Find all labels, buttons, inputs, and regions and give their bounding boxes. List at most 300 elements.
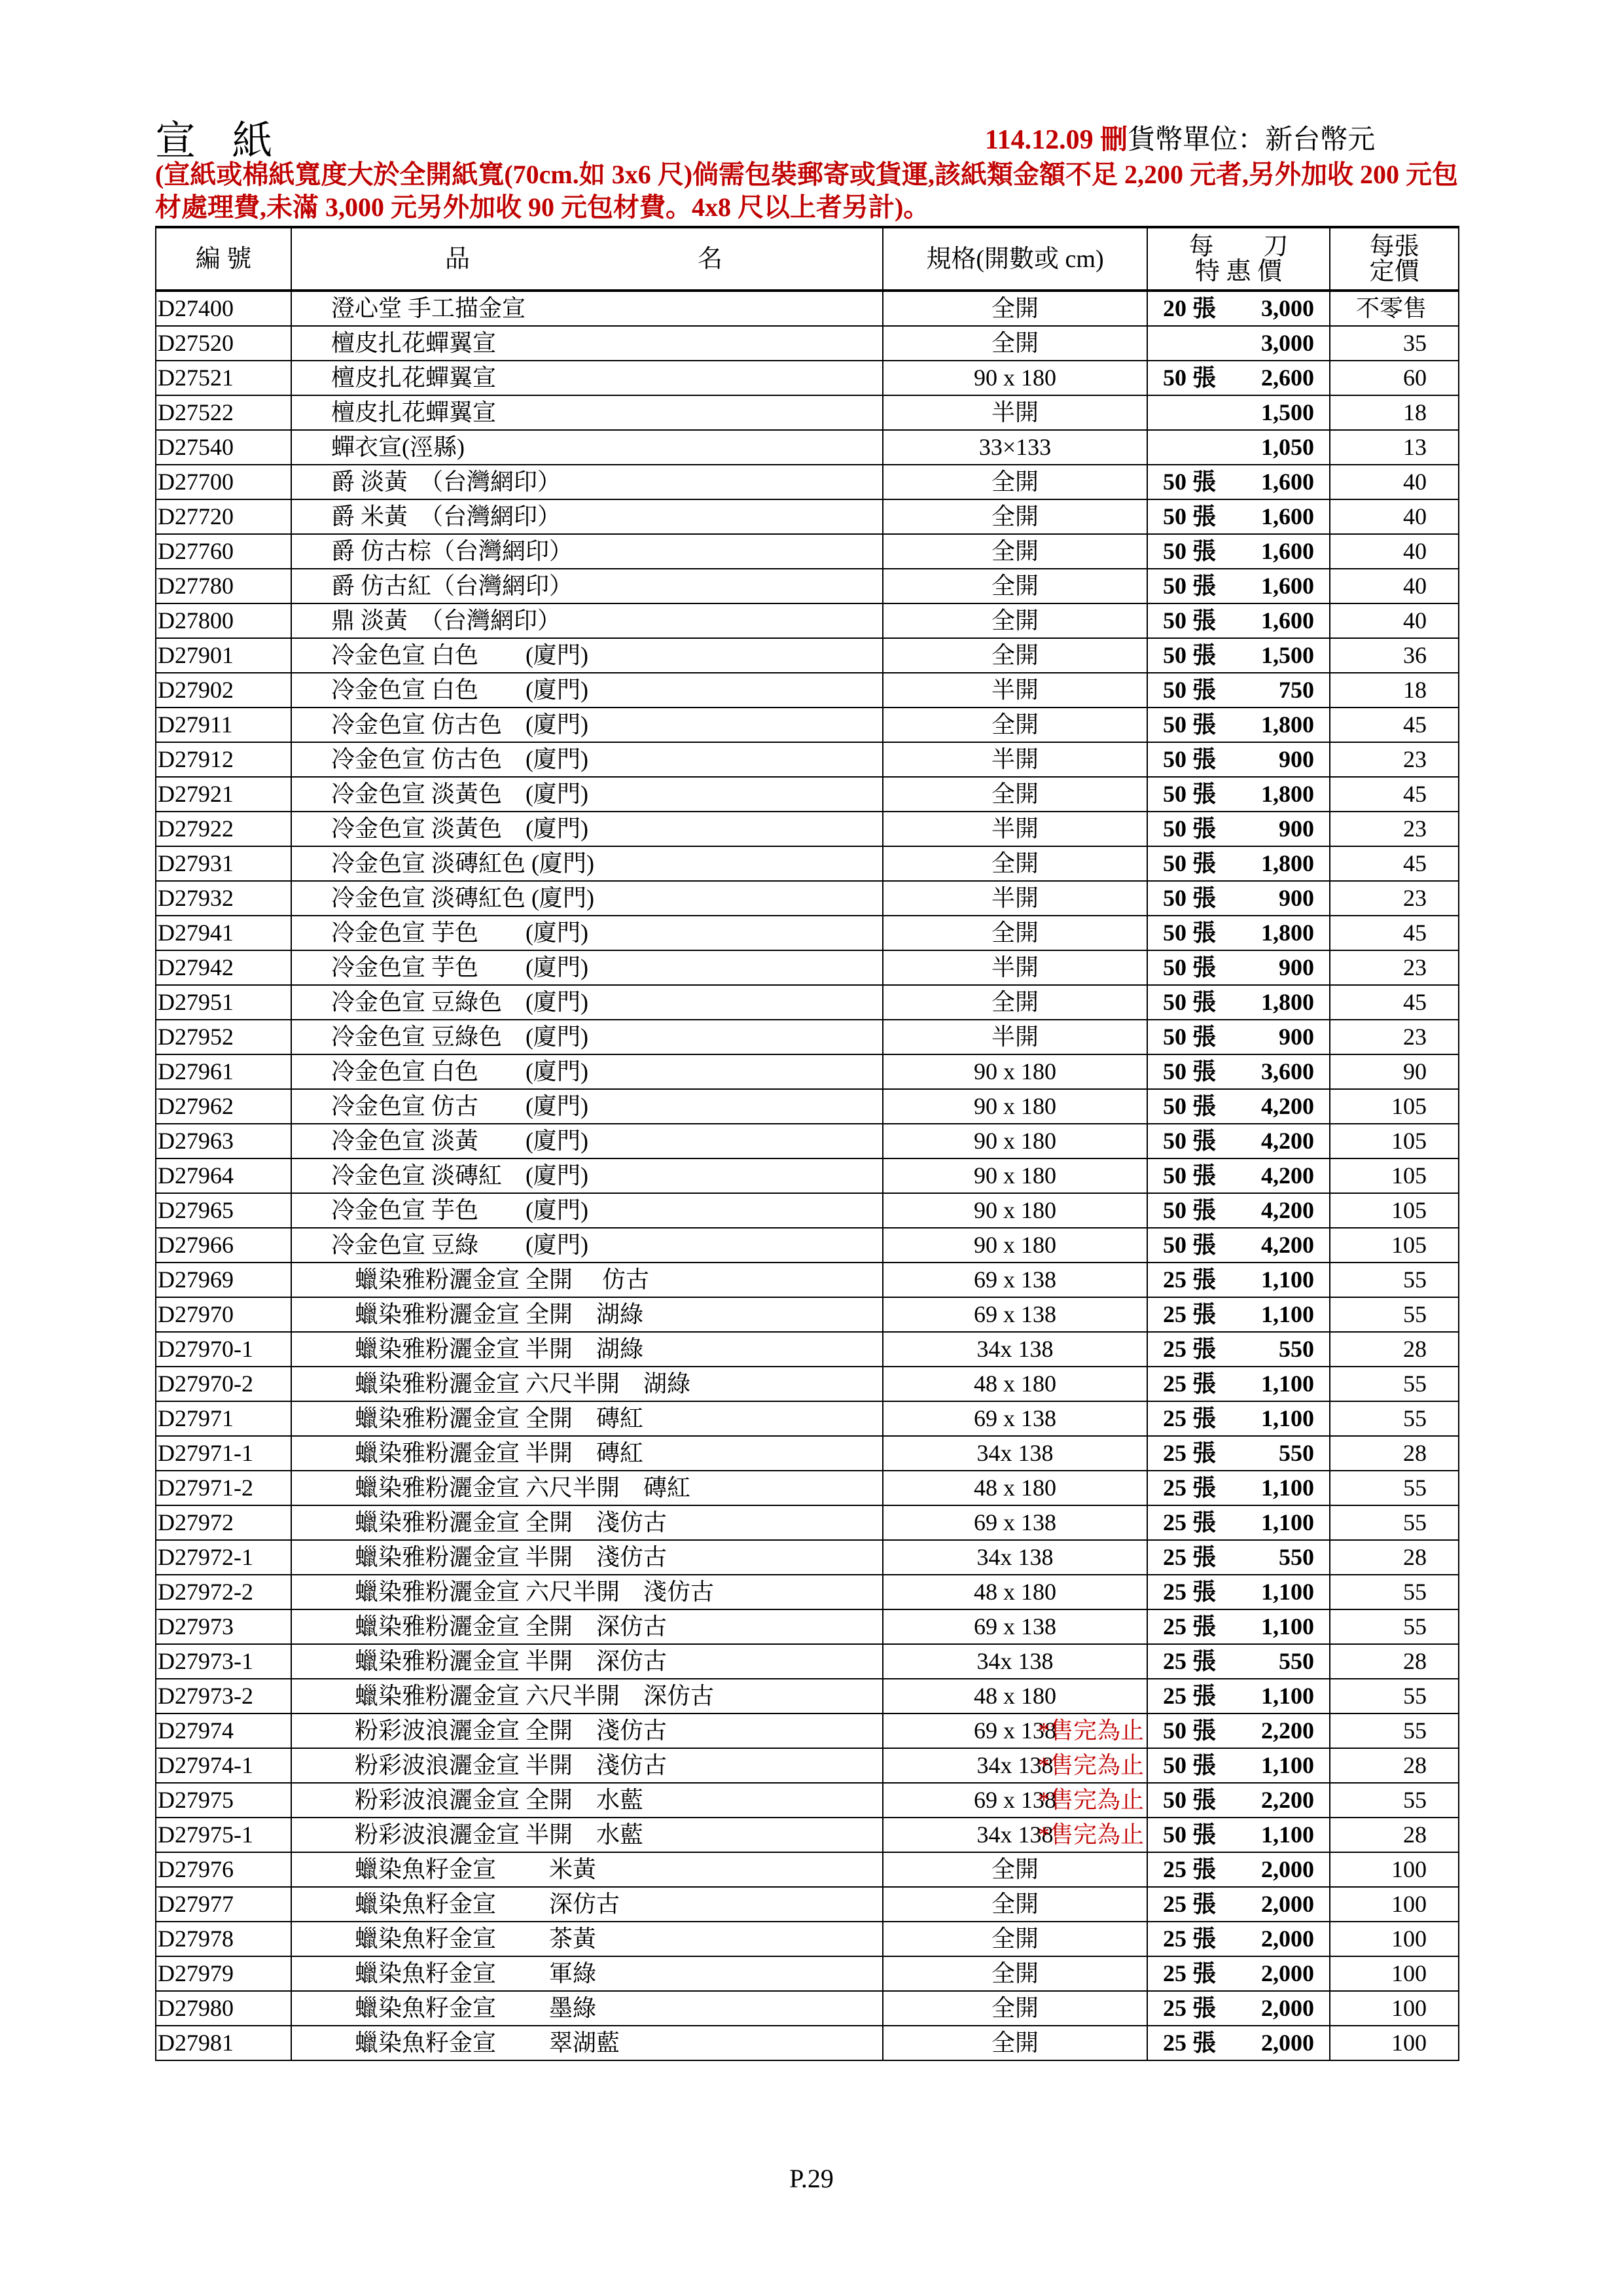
item-spec: 69 x 138	[883, 1713, 1147, 1748]
table-row	[156, 2026, 1459, 2060]
table-row	[156, 1713, 1459, 1748]
item-name-text: 冷金色宣 仿古色 (廈門)	[331, 746, 588, 772]
item-bundle-price	[1147, 777, 1330, 812]
item-name-text: 冷金色宣 豆綠色 (廈門)	[331, 1024, 588, 1050]
item-bundle-price	[1147, 1263, 1330, 1297]
table-row	[156, 1436, 1459, 1471]
item-name	[291, 361, 883, 395]
item-spec: 90 x 180	[883, 1124, 1147, 1158]
bundle-price: 1,100	[1261, 1475, 1314, 1501]
sold-out-note: *售完為止	[1038, 1752, 1145, 1778]
item-spec: 全開	[883, 499, 1147, 534]
item-unit-price: 23	[1330, 950, 1459, 985]
item-unit-price: 45	[1330, 777, 1459, 812]
item-bundle-price	[1147, 1748, 1330, 1783]
item-name-text: 冷金色宣 淡黃色 (廈門)	[331, 781, 588, 807]
table-row	[156, 1401, 1459, 1436]
item-name-text: 蠟染雅粉灑金宣 半開 湖綠	[331, 1336, 644, 1362]
item-code: D27980	[156, 1991, 291, 2026]
bundle-quantity: 50 張	[1162, 885, 1216, 911]
table-row	[156, 1887, 1459, 1922]
item-code: D27975-1	[156, 1818, 291, 1852]
item-name	[291, 950, 883, 985]
bundle-quantity: 50 張	[1162, 1197, 1216, 1223]
bundle-quantity: 20 張	[1162, 295, 1216, 321]
item-name	[291, 916, 883, 950]
header-code: 編 號	[156, 227, 291, 291]
bundle-quantity: 25 張	[1162, 1960, 1216, 1986]
item-name-text: 蠟染雅粉灑金宣 全開 磚紅	[331, 1405, 644, 1431]
table-header-row	[156, 227, 1459, 291]
page-title: 宣 紙	[155, 119, 286, 164]
item-code: D27522	[156, 395, 291, 430]
bundle-price: 1,800	[1261, 781, 1314, 807]
item-unit-price: 28	[1330, 1748, 1459, 1783]
item-name-text: 粉彩波浪灑金宣 全開 水藍	[331, 1787, 644, 1813]
item-code: D27720	[156, 499, 291, 534]
bundle-quantity: 25 張	[1162, 1371, 1216, 1397]
sold-out-note: *售完為止	[1038, 1717, 1145, 1744]
item-name	[291, 1054, 883, 1089]
bundle-price: 4,200	[1261, 1232, 1314, 1258]
item-name-text: 蠟染雅粉灑金宣 六尺半開 淺仿古	[331, 1579, 715, 1605]
bundle-price: 2,600	[1261, 365, 1314, 391]
item-name	[291, 1367, 883, 1401]
item-unit-price: 60	[1330, 361, 1459, 395]
header-price-1: 每 刀	[1188, 232, 1289, 260]
item-code: D27972-2	[156, 1575, 291, 1609]
item-name-text: 蠟染雅粉灑金宣 全開 淺仿古	[331, 1509, 668, 1535]
item-name-text: 檀皮扎花蟬翼宣	[331, 399, 497, 425]
header-unit-price	[1330, 227, 1459, 291]
item-unit-price: 55	[1330, 1367, 1459, 1401]
item-spec: 全開	[883, 1956, 1147, 1991]
item-name	[291, 2026, 883, 2060]
table-row	[156, 1679, 1459, 1713]
item-name-text: 冷金色宣 淡黃色 (廈門)	[331, 816, 588, 842]
item-code: D27520	[156, 326, 291, 361]
item-unit-price: 45	[1330, 916, 1459, 950]
header-spec: 規格(開數或 cm)	[883, 227, 1147, 291]
item-unit-price: 55	[1330, 1401, 1459, 1436]
item-name-text: 蠟染魚籽金宣 軍綠	[331, 1960, 597, 1986]
bundle-quantity: 25 張	[1162, 1301, 1216, 1327]
item-name	[291, 1089, 883, 1124]
item-unit-price: 55	[1330, 1471, 1459, 1505]
price-table	[155, 226, 1459, 2061]
bundle-quantity: 50 張	[1162, 746, 1216, 772]
table-row	[156, 985, 1459, 1020]
item-spec: 全開	[883, 916, 1147, 950]
table-row	[156, 1158, 1459, 1193]
item-name-text: 蠟染魚籽金宣 米黃	[331, 1856, 597, 1882]
bundle-quantity: 25 張	[1162, 1266, 1216, 1293]
item-spec: 34x 138	[883, 1748, 1147, 1783]
item-code: D27963	[156, 1124, 291, 1158]
bundle-quantity: 50 張	[1162, 954, 1216, 980]
bundle-quantity: 50 張	[1162, 503, 1216, 529]
item-spec: 全開	[883, 465, 1147, 499]
item-spec: 全開	[883, 1852, 1147, 1887]
item-spec: 半開	[883, 881, 1147, 916]
item-spec: 半開	[883, 742, 1147, 777]
item-spec: 半開	[883, 673, 1147, 708]
bundle-quantity: 50 張	[1162, 642, 1216, 668]
item-unit-price: 28	[1330, 1540, 1459, 1575]
item-name	[291, 465, 883, 499]
bundle-quantity: 50 張	[1162, 816, 1216, 842]
item-bundle-price	[1147, 465, 1330, 499]
item-name-text: 冷金色宣 芋色 (廈門)	[331, 1197, 588, 1223]
item-name	[291, 1575, 883, 1609]
item-unit-price: 55	[1330, 1609, 1459, 1644]
bundle-price: 1,100	[1261, 1821, 1314, 1848]
item-name-text: 粉彩波浪灑金宣 全開 淺仿古	[331, 1717, 668, 1744]
item-code: D27400	[156, 291, 291, 326]
item-name	[291, 1158, 883, 1193]
item-code: D27952	[156, 1020, 291, 1054]
bundle-price: 900	[1279, 954, 1314, 980]
item-bundle-price	[1147, 916, 1330, 950]
item-unit-price: 45	[1330, 708, 1459, 742]
table-row	[156, 395, 1459, 430]
bundle-price: 900	[1279, 816, 1314, 842]
bundle-quantity: 50 張	[1162, 1752, 1216, 1778]
item-bundle-price	[1147, 569, 1330, 603]
item-name-text: 冷金色宣 仿古 (廈門)	[331, 1093, 588, 1119]
item-name-text: 冷金色宣 白色 (廈門)	[331, 642, 588, 668]
header-unit-1: 每張	[1369, 232, 1419, 260]
item-name-text: 爵 米黃 （台灣網印）	[331, 503, 562, 529]
item-unit-price: 不零售	[1330, 291, 1459, 326]
item-bundle-price	[1147, 1436, 1330, 1471]
item-name-text: 蠟染魚籽金宣 墨綠	[331, 1995, 597, 2021]
item-name	[291, 603, 883, 638]
item-unit-price: 105	[1330, 1158, 1459, 1193]
item-unit-price: 40	[1330, 569, 1459, 603]
table-row	[156, 1922, 1459, 1956]
item-spec: 34x 138	[883, 1540, 1147, 1575]
table-row	[156, 1991, 1459, 2026]
item-name-text: 冷金色宣 淡磚紅 (廈門)	[331, 1162, 588, 1189]
item-spec: 全開	[883, 326, 1147, 361]
table-row	[156, 1471, 1459, 1505]
item-name	[291, 1991, 883, 2026]
item-spec: 48 x 180	[883, 1471, 1147, 1505]
table-row	[156, 1505, 1459, 1540]
item-name	[291, 1020, 883, 1054]
item-code: D27902	[156, 673, 291, 708]
page-number: P.29	[789, 2164, 834, 2193]
item-bundle-price	[1147, 430, 1330, 465]
item-spec: 48 x 180	[883, 1575, 1147, 1609]
item-bundle-price	[1147, 638, 1330, 673]
item-name-text: 冷金色宣 仿古色 (廈門)	[331, 711, 588, 738]
bundle-price: 1,100	[1261, 1266, 1314, 1293]
bundle-quantity: 50 張	[1162, 1162, 1216, 1189]
bundle-price: 3,000	[1261, 295, 1314, 321]
bundle-price: 1,100	[1261, 1509, 1314, 1535]
item-name	[291, 1436, 883, 1471]
item-unit-price: 100	[1330, 1852, 1459, 1887]
item-spec: 全開	[883, 638, 1147, 673]
item-bundle-price	[1147, 1193, 1330, 1228]
item-name	[291, 1193, 883, 1228]
bundle-quantity: 50 張	[1162, 781, 1216, 807]
bundle-quantity: 50 張	[1162, 850, 1216, 876]
item-spec: 33×133	[883, 430, 1147, 465]
item-code: D27942	[156, 950, 291, 985]
item-spec: 69 x 138	[883, 1505, 1147, 1540]
item-code: D27973	[156, 1609, 291, 1644]
bundle-quantity: 50 張	[1162, 989, 1216, 1015]
bundle-quantity: 50 張	[1162, 920, 1216, 946]
item-code: D27540	[156, 430, 291, 465]
bundle-quantity: 50 張	[1162, 1058, 1216, 1085]
item-bundle-price	[1147, 1505, 1330, 1540]
bundle-quantity: 25 張	[1162, 1579, 1216, 1605]
bundle-price: 1,600	[1261, 607, 1314, 634]
table-row	[156, 1297, 1459, 1332]
table-row	[156, 1020, 1459, 1054]
table-row	[156, 673, 1459, 708]
table-row	[156, 777, 1459, 812]
item-name	[291, 1228, 883, 1263]
bundle-price: 1,600	[1261, 538, 1314, 564]
item-name	[291, 812, 883, 846]
item-name	[291, 1922, 883, 1956]
item-bundle-price	[1147, 1991, 1330, 2026]
item-spec: 48 x 180	[883, 1367, 1147, 1401]
item-name	[291, 881, 883, 916]
item-spec: 半開	[883, 1020, 1147, 1054]
bundle-quantity: 25 張	[1162, 1405, 1216, 1431]
item-code: D27977	[156, 1887, 291, 1922]
item-bundle-price	[1147, 2026, 1330, 2060]
bundle-price: 3,600	[1261, 1058, 1314, 1085]
header-name-2: 名	[697, 245, 722, 273]
bundle-price: 1,100	[1261, 1301, 1314, 1327]
item-unit-price: 23	[1330, 1020, 1459, 1054]
bundle-price: 4,200	[1261, 1128, 1314, 1154]
table-row	[156, 1054, 1459, 1089]
table-row	[156, 846, 1459, 881]
item-name	[291, 1401, 883, 1436]
item-bundle-price	[1147, 1089, 1330, 1124]
item-spec: 34x 138	[883, 1644, 1147, 1679]
item-name	[291, 534, 883, 569]
bundle-price: 750	[1279, 677, 1314, 703]
item-bundle-price	[1147, 1922, 1330, 1956]
item-name	[291, 742, 883, 777]
table-row	[156, 534, 1459, 569]
bundle-price: 2,000	[1261, 1926, 1314, 1952]
bundle-price: 2,200	[1261, 1717, 1314, 1744]
item-unit-price: 55	[1330, 1679, 1459, 1713]
item-name-text: 粉彩波浪灑金宣 半開 淺仿古	[331, 1752, 668, 1778]
bundle-price: 2,000	[1261, 1960, 1314, 1986]
item-unit-price: 55	[1330, 1505, 1459, 1540]
item-unit-price: 28	[1330, 1436, 1459, 1471]
item-code: D27971-1	[156, 1436, 291, 1471]
table-row	[156, 1644, 1459, 1679]
table-row	[156, 1783, 1459, 1818]
item-name-text: 冷金色宣 芋色 (廈門)	[331, 920, 588, 946]
table-row	[156, 430, 1459, 465]
item-bundle-price	[1147, 708, 1330, 742]
item-code: D27970-2	[156, 1367, 291, 1401]
item-code: D27921	[156, 777, 291, 812]
item-unit-price: 40	[1330, 499, 1459, 534]
item-name	[291, 499, 883, 534]
item-name-text: 冷金色宣 白色 (廈門)	[331, 1058, 588, 1085]
item-name-text: 蠟染魚籽金宣 翠湖藍	[331, 2030, 620, 2056]
item-code: D27962	[156, 1089, 291, 1124]
item-bundle-price	[1147, 1054, 1330, 1089]
bundle-price: 1,800	[1261, 989, 1314, 1015]
item-name	[291, 1852, 883, 1887]
item-name	[291, 1540, 883, 1575]
item-bundle-price	[1147, 812, 1330, 846]
table-row	[156, 361, 1459, 395]
item-unit-price: 45	[1330, 846, 1459, 881]
bundle-price: 1,800	[1261, 920, 1314, 946]
bundle-price: 1,100	[1261, 1579, 1314, 1605]
bundle-price: 1,600	[1261, 469, 1314, 495]
bundle-price: 1,600	[1261, 573, 1314, 599]
bundle-quantity: 25 張	[1162, 1440, 1216, 1466]
item-code: D27971	[156, 1401, 291, 1436]
bundle-quantity: 25 張	[1162, 1648, 1216, 1674]
table-row	[156, 1818, 1459, 1852]
table-row	[156, 1852, 1459, 1887]
item-name	[291, 985, 883, 1020]
item-bundle-price	[1147, 985, 1330, 1020]
table-row	[156, 881, 1459, 916]
bundle-quantity: 50 張	[1162, 573, 1216, 599]
item-spec: 全開	[883, 846, 1147, 881]
item-spec: 全開	[883, 777, 1147, 812]
item-code: D27964	[156, 1158, 291, 1193]
item-unit-price: 55	[1330, 1575, 1459, 1609]
item-bundle-price	[1147, 1887, 1330, 1922]
item-bundle-price	[1147, 534, 1330, 569]
bundle-price: 1,100	[1261, 1752, 1314, 1778]
item-code: D27970-1	[156, 1332, 291, 1367]
item-code: D27931	[156, 846, 291, 881]
item-code: D27979	[156, 1956, 291, 1991]
item-bundle-price	[1147, 395, 1330, 430]
item-name-text: 蠟染雅粉灑金宣 半開 淺仿古	[331, 1544, 668, 1570]
item-name	[291, 569, 883, 603]
bundle-price: 2,000	[1261, 2030, 1314, 2056]
item-name-text: 檀皮扎花蟬翼宣	[331, 330, 497, 356]
item-spec: 34x 138	[883, 1436, 1147, 1471]
bundle-price: 1,100	[1261, 1683, 1314, 1709]
item-spec: 半開	[883, 395, 1147, 430]
bundle-price: 4,200	[1261, 1162, 1314, 1189]
item-spec: 全開	[883, 1922, 1147, 1956]
item-code: D27780	[156, 569, 291, 603]
item-bundle-price	[1147, 1401, 1330, 1436]
item-name	[291, 326, 883, 361]
item-code: D27922	[156, 812, 291, 846]
currency-unit: 貨幣單位：新台幣元	[1128, 125, 1376, 155]
item-name	[291, 638, 883, 673]
item-bundle-price	[1147, 950, 1330, 985]
item-name	[291, 395, 883, 430]
item-spec: 90 x 180	[883, 1158, 1147, 1193]
item-spec: 90 x 180	[883, 361, 1147, 395]
item-code: D27976	[156, 1852, 291, 1887]
bundle-price: 900	[1279, 885, 1314, 911]
table-row	[156, 1193, 1459, 1228]
item-code: D27932	[156, 881, 291, 916]
item-name-text: 蠟染雅粉灑金宣 全開 湖綠	[331, 1301, 644, 1327]
item-bundle-price	[1147, 1367, 1330, 1401]
table-row	[156, 1575, 1459, 1609]
item-bundle-price	[1147, 846, 1330, 881]
bundle-price: 1,500	[1261, 642, 1314, 668]
item-name	[291, 777, 883, 812]
table-row	[156, 1540, 1459, 1575]
item-unit-price: 23	[1330, 881, 1459, 916]
item-unit-price: 23	[1330, 812, 1459, 846]
item-unit-price: 36	[1330, 638, 1459, 673]
bundle-quantity: 25 張	[1162, 1475, 1216, 1501]
table-row	[156, 1609, 1459, 1644]
item-bundle-price	[1147, 1575, 1330, 1609]
item-name-text: 冷金色宣 淡黃 (廈門)	[331, 1128, 588, 1154]
item-name-text: 蠟染雅粉灑金宣 六尺半開 磚紅	[331, 1475, 691, 1501]
item-spec: 全開	[883, 1887, 1147, 1922]
item-code: D27971-2	[156, 1471, 291, 1505]
item-name-text: 蠟染雅粉灑金宣 六尺半開 深仿古	[331, 1683, 715, 1709]
date-currency-line	[985, 118, 1375, 157]
item-code: D27970	[156, 1297, 291, 1332]
bundle-quantity: 25 張	[1162, 1613, 1216, 1640]
item-bundle-price	[1147, 1852, 1330, 1887]
item-name	[291, 1505, 883, 1540]
item-name	[291, 1471, 883, 1505]
bundle-price: 900	[1279, 746, 1314, 772]
item-spec: 34x 138	[883, 1818, 1147, 1852]
item-name	[291, 430, 883, 465]
item-code: D27951	[156, 985, 291, 1020]
item-bundle-price	[1147, 1713, 1330, 1748]
table-row	[156, 603, 1459, 638]
item-unit-price: 105	[1330, 1228, 1459, 1263]
item-code: D27973-1	[156, 1644, 291, 1679]
item-bundle-price	[1147, 1124, 1330, 1158]
item-unit-price: 55	[1330, 1783, 1459, 1818]
item-name	[291, 291, 883, 326]
item-unit-price: 40	[1330, 534, 1459, 569]
table-row	[156, 812, 1459, 846]
item-spec: 全開	[883, 708, 1147, 742]
item-code: D27973-2	[156, 1679, 291, 1713]
bundle-price: 1,100	[1261, 1613, 1314, 1640]
item-code: D27912	[156, 742, 291, 777]
bundle-quantity: 50 張	[1162, 1821, 1216, 1848]
table-row	[156, 291, 1459, 326]
bundle-quantity: 50 張	[1162, 365, 1216, 391]
item-name	[291, 1124, 883, 1158]
item-unit-price: 35	[1330, 326, 1459, 361]
table-row	[156, 499, 1459, 534]
bundle-quantity: 50 張	[1162, 538, 1216, 564]
item-spec: 48 x 180	[883, 1679, 1147, 1713]
